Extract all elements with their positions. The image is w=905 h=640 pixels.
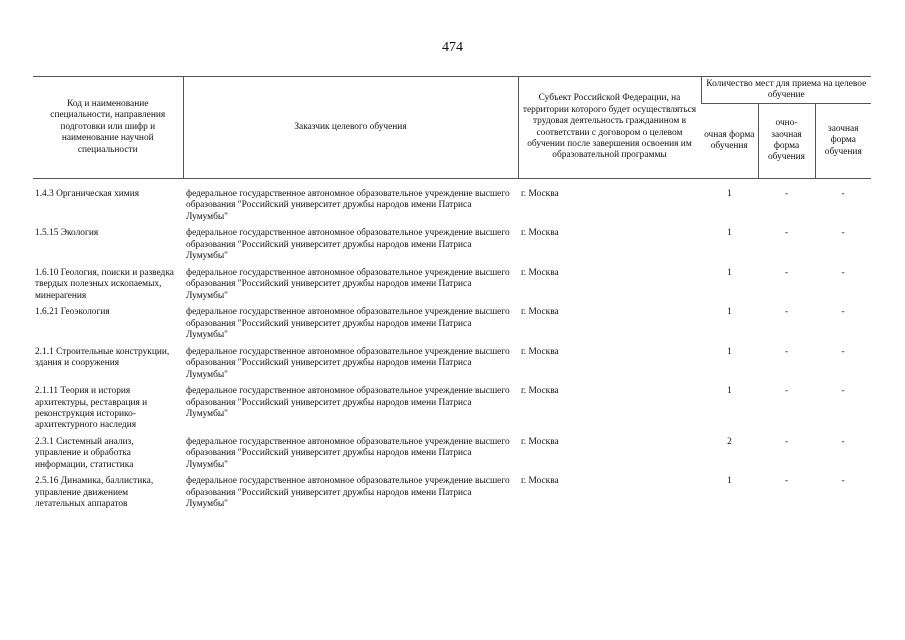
region-cell: г. Москва <box>521 346 559 357</box>
part-time-cell: - <box>784 189 789 199</box>
full-time-cell: 2 <box>727 436 732 447</box>
header-region: Субъект Российской Федерации, на территории которого будет осуществляться трудовая деятельность гражданином в соответствии с договором о целевом обучении после завершения освоения им образовательной программы <box>518 77 701 179</box>
distance-cell: - <box>841 189 845 199</box>
full-time-cell: 1 <box>727 386 732 397</box>
part-time-cell: - <box>784 386 789 397</box>
admission-table <box>33 76 871 516</box>
header-full-time: очная форма обучения <box>701 104 758 179</box>
full-time-cell: 1 <box>727 189 732 199</box>
specialty-cell: 1.4.3 Органическая химия <box>35 189 140 199</box>
full-time-cell: 1 <box>727 267 732 278</box>
full-time-cell: 1 <box>727 307 732 318</box>
region-cell: г. Москва <box>521 436 559 447</box>
part-time-cell: - <box>784 228 789 239</box>
part-time-cell: - <box>784 476 789 487</box>
header-specialty: Код и наименование специальности, направления подготовки или шифр и наименование научной специальности <box>33 77 183 179</box>
customer-cell: федеральное государственное автономное образовательное учреждение высшего образования "Российский университет дружбы народов имени Патриса Лумумбы" <box>186 189 510 222</box>
table-row <box>33 347 871 386</box>
part-time-cell: - <box>784 267 789 278</box>
distance-cell: - <box>841 267 845 278</box>
page-number: 474 <box>442 40 463 55</box>
table-row <box>33 228 871 267</box>
full-time-cell: 1 <box>727 476 732 487</box>
full-time-cell: 1 <box>727 346 732 357</box>
customer-cell: федеральное государственное автономное образовательное учреждение высшего образования "Российский университет дружбы народов имени Патриса Лумумбы" <box>186 346 510 380</box>
header-distance: заочная форма обучения <box>815 104 871 179</box>
full-time-cell: 1 <box>727 228 732 239</box>
region-cell: г. Москва <box>521 228 559 239</box>
table-row <box>33 476 871 515</box>
distance-cell: - <box>841 346 845 357</box>
table-row <box>33 386 871 437</box>
customer-cell: федеральное государственное автономное образовательное учреждение высшего образования "Российский университет дружбы народов имени Патриса Лумумбы" <box>186 228 510 262</box>
specialty-cell: 1.5.15 Экология <box>35 228 99 239</box>
customer-cell: федеральное государственное автономное образовательное учреждение высшего образования "Российский университет дружбы народов имени Патриса Лумумбы" <box>186 307 510 341</box>
table-row <box>33 268 871 307</box>
specialty-cell: 2.1.11 Теория и история архитектуры, реставрация и реконструкция историко-архитектурного наследия <box>35 386 148 431</box>
header-customer: Заказчик целевого обучения <box>183 77 518 179</box>
region-cell: г. Москва <box>521 267 559 278</box>
part-time-cell: - <box>784 436 789 447</box>
table-row <box>33 437 871 476</box>
header-part-time: очно-заочная форма обучения <box>758 104 815 179</box>
region-cell: г. Москва <box>521 476 559 487</box>
header-places-group: Количество мест для приема на целевое обучение <box>701 77 871 104</box>
region-cell: г. Москва <box>521 386 559 397</box>
distance-cell: - <box>841 228 845 239</box>
customer-cell: федеральное государственное автономное образовательное учреждение высшего образования "Российский университет дружбы народов имени Патриса Лумумбы" <box>186 267 510 301</box>
specialty-cell: 1.6.10 Геология, поиски и разведка твердых полезных ископаемых, минерагения <box>35 267 174 301</box>
table-row <box>33 189 871 228</box>
customer-cell: федеральное государственное автономное образовательное учреждение высшего образования "Российский университет дружбы народов имени Патриса Лумумбы" <box>186 436 510 470</box>
specialty-cell: 1.6.21 Геоэкология <box>35 307 110 318</box>
table-row <box>33 307 871 346</box>
customer-cell: федеральное государственное автономное образовательное учреждение высшего образования "Российский университет дружбы народов имени Патриса Лумумбы" <box>186 476 510 510</box>
customer-cell: федеральное государственное автономное образовательное учреждение высшего образования "Российский университет дружбы народов имени Патриса Лумумбы" <box>186 386 510 419</box>
specialty-cell: 2.1.1 Строительные конструкции, здания и сооружения <box>35 346 170 369</box>
distance-cell: - <box>841 436 845 447</box>
distance-cell: - <box>841 307 845 318</box>
distance-cell: - <box>841 386 845 397</box>
specialty-cell: 2.5.16 Динамика, баллистика, управление движением летательных аппаратов <box>35 476 154 510</box>
part-time-cell: - <box>784 346 789 357</box>
region-cell: г. Москва <box>521 189 559 199</box>
specialty-cell: 2.3.1 Системный анализ, управление и обработка информации, статистика <box>35 436 134 470</box>
distance-cell: - <box>841 476 845 487</box>
region-cell: г. Москва <box>521 307 559 318</box>
part-time-cell: - <box>784 307 789 318</box>
